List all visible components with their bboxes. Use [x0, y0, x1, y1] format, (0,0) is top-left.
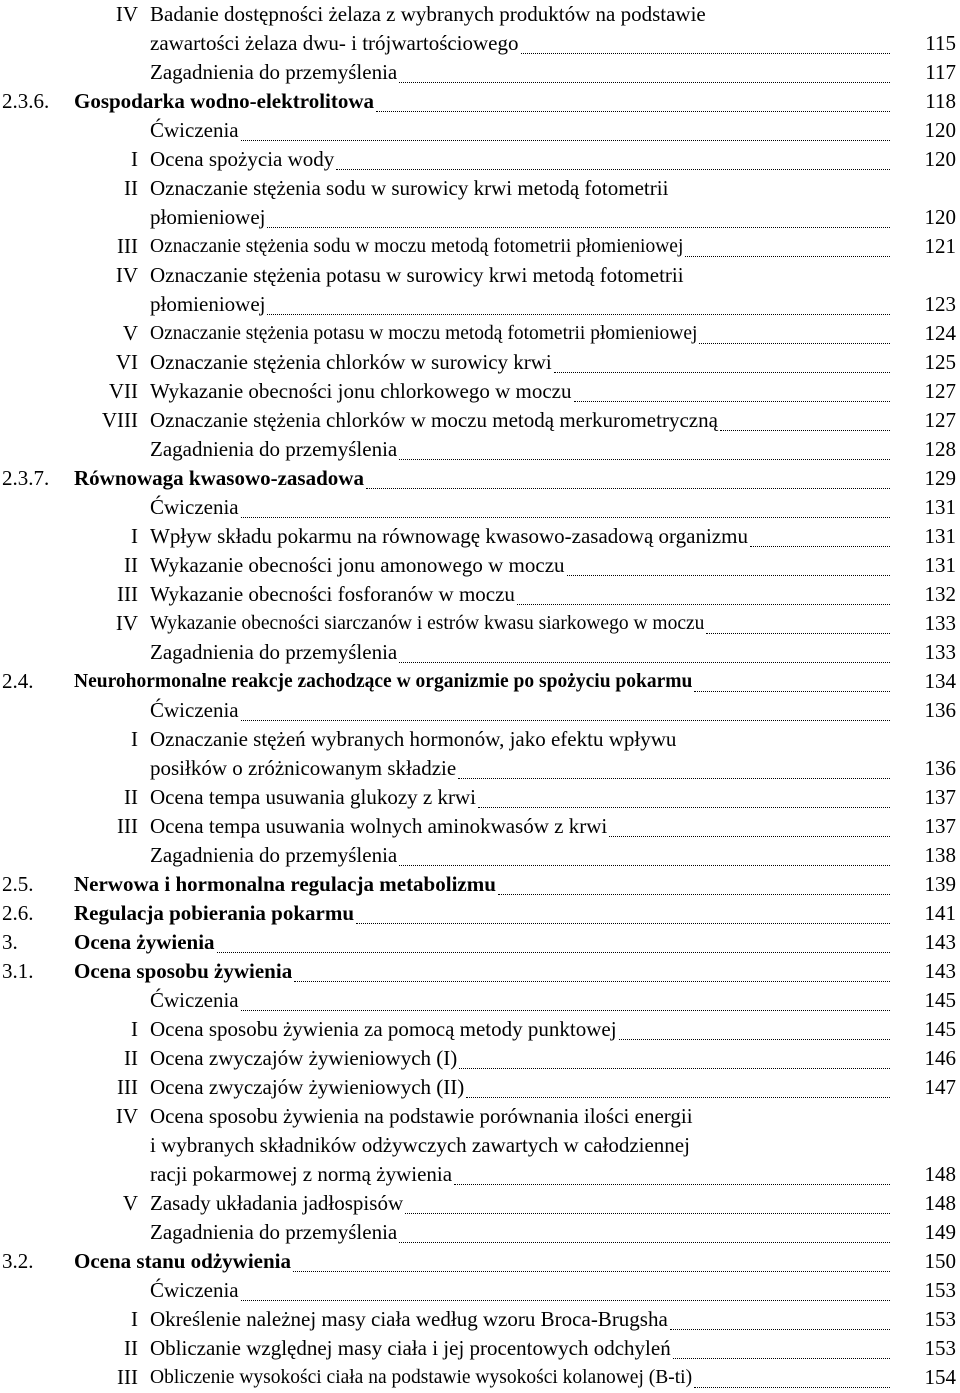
dot-leader — [294, 957, 890, 982]
entry-title: Ćwiczenia — [150, 698, 239, 722]
entry-title: Gospodarka wodno-elektrolitowa — [74, 89, 375, 113]
toc-entry-row — [0, 725, 960, 754]
dot-leader — [356, 899, 890, 924]
page-number: 120 — [924, 118, 956, 142]
toc-entry-row — [0, 58, 960, 87]
page-number: 150 — [924, 1249, 956, 1273]
toc-entry-row — [0, 0, 960, 29]
entry-title: Neurohormonalne reakcje zachodzące w organizmie po spożyciu pokarmu — [74, 671, 693, 692]
dot-leader — [399, 435, 890, 460]
exercise-number: II — [124, 785, 138, 809]
dot-leader — [217, 928, 890, 953]
section-number: 2.3.7. — [2, 466, 50, 490]
page-number: 148 — [924, 1162, 956, 1186]
toc-entry-row — [0, 116, 960, 145]
entry-title: Badanie dostępności żelaza z wybranych produktów na podstawie — [150, 2, 706, 26]
exercise-number: IV — [115, 611, 138, 635]
entry-title: płomieniowej — [150, 292, 266, 316]
dot-leader — [670, 1305, 890, 1330]
dot-leader — [241, 696, 890, 721]
page-number: 123 — [924, 292, 956, 316]
toc-entry-row — [0, 1189, 960, 1218]
page-number: 137 — [924, 814, 956, 838]
dot-leader — [399, 638, 890, 663]
page-number: 128 — [924, 437, 956, 461]
toc-entry-row — [0, 841, 960, 870]
dot-leader — [241, 116, 890, 141]
toc-entry-row — [0, 522, 960, 551]
toc-entry-row — [0, 174, 960, 203]
page-number: 133 — [924, 611, 956, 635]
toc-entry-row — [0, 638, 960, 667]
toc-entry-row — [0, 986, 960, 1015]
toc-entry-row — [0, 348, 960, 377]
toc-entry-row — [0, 1073, 960, 1102]
entry-title: Oznaczanie stężenia potasu w surowicy krwi metodą fotometrii — [150, 263, 684, 287]
dot-leader — [694, 1363, 890, 1388]
toc-entry-row — [0, 377, 960, 406]
page-number: 154 — [924, 1365, 956, 1389]
section-number: 2.3.6. — [2, 89, 50, 113]
entry-title: racji pokarmowej z normą żywienia — [150, 1162, 453, 1186]
page-number: 137 — [924, 785, 956, 809]
toc-entry-row — [0, 435, 960, 464]
toc-entry-row — [0, 261, 960, 290]
dot-leader — [706, 609, 890, 634]
toc-entry-row — [0, 783, 960, 812]
exercise-number: VIII — [101, 408, 138, 432]
toc-entry-row — [0, 1363, 960, 1392]
page-number: 132 — [924, 582, 956, 606]
page-number: 125 — [924, 350, 956, 374]
entry-title: Wykazanie obecności jonu chlorkowego w moczu — [150, 379, 572, 403]
entry-title: Wpływ składu pokarmu na równowagę kwasowo-zasadową organizmu — [150, 524, 748, 548]
page-number: 120 — [924, 205, 956, 229]
toc-entry-row — [0, 609, 960, 638]
exercise-number: III — [117, 1075, 138, 1099]
dot-leader — [720, 406, 890, 431]
entry-title: Zagadnienia do przemyślenia — [150, 843, 398, 867]
entry-title: Wykazanie obecności fosforanów w moczu — [150, 582, 515, 606]
exercise-number: III — [117, 814, 138, 838]
page-number: 139 — [924, 872, 956, 896]
dot-leader — [699, 319, 890, 344]
page-number: 136 — [924, 756, 956, 780]
page-number: 143 — [924, 930, 956, 954]
dot-leader — [750, 522, 890, 547]
toc-entry-row — [0, 290, 960, 319]
page-number: 131 — [924, 495, 956, 519]
toc-entry-row — [0, 1218, 960, 1247]
page-number: 133 — [924, 640, 956, 664]
entry-title: Ocena zwyczajów żywieniowych (II) — [150, 1075, 465, 1099]
toc-entry-row — [0, 493, 960, 522]
dot-leader — [267, 290, 890, 315]
exercise-number: VII — [108, 379, 138, 403]
entry-title: posiłków o zróżnicowanym składzie — [150, 756, 457, 780]
dot-leader — [458, 754, 890, 779]
exercise-number: IV — [115, 2, 138, 26]
section-number: 2.6. — [2, 901, 34, 925]
toc-entry-row — [0, 1102, 960, 1131]
exercise-number: III — [117, 582, 138, 606]
dot-leader — [567, 551, 890, 576]
dot-leader — [521, 29, 890, 54]
toc-entry-row — [0, 754, 960, 783]
entry-title: Zagadnienia do przemyślenia — [150, 437, 398, 461]
toc-entry-row — [0, 319, 960, 348]
entry-title: zawartości żelaza dwu- i trójwartościowego — [150, 31, 519, 55]
dot-leader — [399, 1218, 890, 1243]
page-number: 153 — [924, 1278, 956, 1302]
exercise-number: I — [131, 1017, 138, 1041]
entry-title: Wykazanie obecności jonu amonowego w moczu — [150, 553, 565, 577]
toc-section-row — [0, 957, 960, 986]
entry-title: Równowaga kwasowo-zasadowa — [74, 466, 364, 490]
dot-leader — [574, 377, 890, 402]
toc-entry-row — [0, 145, 960, 174]
toc-entry-row — [0, 551, 960, 580]
section-number: 2.4. — [2, 669, 34, 693]
page-number: 120 — [924, 147, 956, 171]
dot-leader — [619, 1015, 890, 1040]
entry-title: Zagadnienia do przemyślenia — [150, 60, 398, 84]
page-number: 134 — [924, 669, 956, 693]
page-number: 138 — [924, 843, 956, 867]
page-number: 121 — [924, 234, 956, 258]
entry-title: Ocena tempa usuwania wolnych aminokwasów z krwi — [150, 814, 608, 838]
dot-leader — [685, 232, 890, 257]
entry-title: Wykazanie obecności siarczanów i estrów kwasu siarkowego w moczu — [150, 613, 705, 634]
entry-title: Zagadnienia do przemyślenia — [150, 640, 398, 664]
dot-leader — [241, 986, 890, 1011]
page-number: 124 — [924, 321, 956, 345]
entry-title: Ocena sposobu żywienia za pomocą metody punktowej — [150, 1017, 617, 1041]
page-number: 127 — [924, 408, 956, 432]
page-number: 145 — [924, 988, 956, 1012]
exercise-number: I — [131, 727, 138, 751]
entry-title: Ćwiczenia — [150, 118, 239, 142]
dot-leader — [399, 58, 890, 83]
section-number: 3.1. — [2, 959, 34, 983]
toc-section-row — [0, 870, 960, 899]
exercise-number: II — [124, 1046, 138, 1070]
toc-section-row — [0, 928, 960, 957]
dot-leader — [609, 812, 890, 837]
page-number: 131 — [924, 524, 956, 548]
toc-section-row — [0, 464, 960, 493]
page-number: 118 — [925, 89, 956, 113]
dot-leader — [241, 493, 890, 518]
entry-title: i wybranych składników odżywczych zawartych w całodziennej — [150, 1133, 690, 1157]
toc-section-row — [0, 667, 960, 696]
page-number: 131 — [924, 553, 956, 577]
dot-leader — [241, 1276, 890, 1301]
exercise-number: III — [117, 1365, 138, 1389]
entry-title: Zasady układania jadłospisów — [150, 1191, 404, 1215]
toc-entry-row — [0, 580, 960, 609]
dot-leader — [478, 783, 890, 808]
exercise-number: VI — [115, 350, 138, 374]
entry-title: Ćwiczenia — [150, 988, 239, 1012]
toc-entry-row — [0, 1276, 960, 1305]
dot-leader — [293, 1247, 890, 1272]
entry-title: Określenie należnej masy ciała według wzoru Broca-Brugsha — [150, 1307, 668, 1331]
toc-entry-row — [0, 1015, 960, 1044]
section-number: 3.2. — [2, 1249, 34, 1273]
entry-title: Ocena żywienia — [74, 930, 215, 954]
entry-title: Zagadnienia do przemyślenia — [150, 1220, 398, 1244]
page-number: 117 — [925, 60, 956, 84]
entry-title: Obliczanie względnej masy ciała i jej procentowych odchyleń — [150, 1336, 671, 1360]
entry-title: Nerwowa i hormonalna regulacja metabolizmu — [74, 872, 496, 896]
entry-title: Ocena stanu odżywienia — [74, 1249, 292, 1273]
toc-entry-row — [0, 406, 960, 435]
section-number: 3. — [2, 930, 18, 954]
page-number: 148 — [924, 1191, 956, 1215]
dot-leader — [405, 1189, 890, 1214]
dot-leader — [466, 1073, 890, 1098]
dot-leader — [459, 1044, 890, 1069]
entry-title: Ćwiczenia — [150, 495, 239, 519]
exercise-number: I — [131, 147, 138, 171]
dot-leader — [554, 348, 890, 373]
toc-section-row — [0, 1247, 960, 1276]
toc-entry-row — [0, 203, 960, 232]
entry-title: Ocena spożycia wody — [150, 147, 335, 171]
toc-entry-row — [0, 29, 960, 58]
exercise-number: IV — [115, 1104, 138, 1128]
entry-title: Ocena zwyczajów żywieniowych (I) — [150, 1046, 458, 1070]
entry-title: Oznaczanie stężenia chlorków w moczu metodą merkurometryczną — [150, 408, 718, 432]
toc-section-row — [0, 899, 960, 928]
dot-leader — [454, 1160, 890, 1185]
dot-leader — [694, 667, 890, 692]
page-number: 141 — [924, 901, 956, 925]
exercise-number: V — [122, 1191, 138, 1215]
entry-title: Ocena sposobu żywienia na podstawie porównania ilości energii — [150, 1104, 693, 1128]
exercise-number: V — [122, 321, 138, 345]
entry-title: Oznaczanie stężenia potasu w moczu metodą fotometrii płomieniowej — [150, 323, 698, 344]
entry-title: Ćwiczenia — [150, 1278, 239, 1302]
toc-entry-row — [0, 1334, 960, 1363]
toc-entry-row — [0, 1044, 960, 1073]
dot-leader — [498, 870, 890, 895]
entry-title: Oznaczanie stężenia sodu w surowicy krwi metodą fotometrii — [150, 176, 669, 200]
exercise-number: II — [124, 553, 138, 577]
exercise-number: II — [124, 1336, 138, 1360]
toc-entry-row — [0, 232, 960, 261]
entry-title: Ocena tempa usuwania glukozy z krwi — [150, 785, 476, 809]
page-number: 129 — [924, 466, 956, 490]
page-number: 127 — [924, 379, 956, 403]
toc-entry-row — [0, 1131, 960, 1160]
entry-title: Oznaczanie stężenia sodu w moczu metodą fotometrii płomieniowej — [150, 236, 684, 257]
entry-title: płomieniowej — [150, 205, 266, 229]
page-number: 147 — [924, 1075, 956, 1099]
toc-section-row — [0, 87, 960, 116]
dot-leader — [366, 464, 890, 489]
page-number: 153 — [924, 1336, 956, 1360]
toc-entry-row — [0, 696, 960, 725]
entry-title: Ocena sposobu żywienia — [74, 959, 293, 983]
dot-leader — [673, 1334, 890, 1359]
page-number: 153 — [924, 1307, 956, 1331]
page-number: 143 — [924, 959, 956, 983]
toc-entry-row — [0, 812, 960, 841]
toc-entry-row — [0, 1160, 960, 1189]
page-number: 146 — [924, 1046, 956, 1070]
dot-leader — [336, 145, 890, 170]
exercise-number: III — [117, 234, 138, 258]
page-number: 115 — [925, 31, 956, 55]
exercise-number: II — [124, 176, 138, 200]
dot-leader — [267, 203, 890, 228]
entry-title: Regulacja pobierania pokarmu — [74, 901, 355, 925]
entry-title: Oznaczanie stężeń wybranych hormonów, jako efektu wpływu — [150, 727, 677, 751]
dot-leader — [399, 841, 890, 866]
exercise-number: IV — [115, 263, 138, 287]
toc-entry-row — [0, 1305, 960, 1334]
entry-title: Oznaczanie stężenia chlorków w surowicy krwi — [150, 350, 552, 374]
exercise-number: I — [131, 1307, 138, 1331]
page-number: 149 — [924, 1220, 956, 1244]
dot-leader — [517, 580, 890, 605]
dot-leader — [376, 87, 890, 112]
page-number: 136 — [924, 698, 956, 722]
page-number: 145 — [924, 1017, 956, 1041]
section-number: 2.5. — [2, 872, 34, 896]
entry-title: Obliczenie wysokości ciała na podstawie wysokości kolanowej (B-ti) — [150, 1367, 693, 1388]
exercise-number: I — [131, 524, 138, 548]
